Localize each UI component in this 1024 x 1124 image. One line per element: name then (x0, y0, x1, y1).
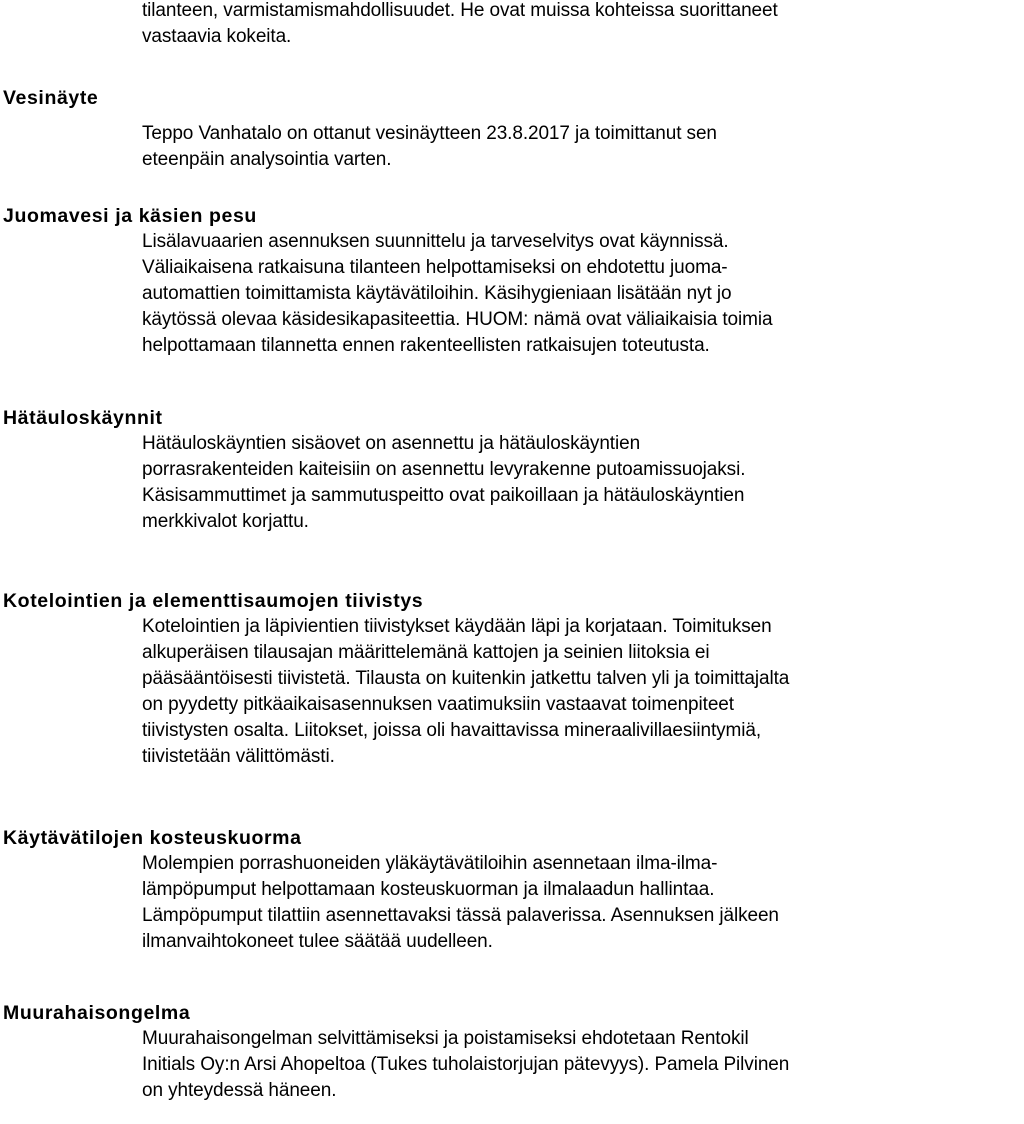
section-hataulos (3, 405, 1024, 535)
section-heading: Hätäuloskäynnit (3, 407, 163, 429)
text-line: pääsääntöisesti tiivistetä. Tilausta on kuitenkin jatkettu talven yli ja toimittajalta (142, 668, 790, 689)
section-juomavesi (3, 203, 1024, 359)
text-line: merkkivalot korjattu. (142, 511, 309, 532)
section-body (142, 1026, 1024, 1104)
section-body (142, 431, 1024, 535)
section-vesinayte (3, 85, 1024, 173)
section-kaytavatilojen (3, 825, 1024, 955)
intro-text (142, 0, 1022, 50)
section-heading: Muurahaisongelma (3, 1002, 191, 1024)
section-heading: Vesinäyte (3, 87, 99, 109)
text-line: Lämpöpumput tilattiin asennettavaksi tässä palaverissa. Asennuksen jälkeen (142, 905, 779, 926)
intro-paragraph (142, 0, 1022, 50)
text-line: Teppo Vanhatalo on ottanut vesinäytteen 23.8.2017 ja toimittanut sen (142, 123, 717, 144)
text-line: tiivistetään välittömästi. (142, 746, 335, 767)
text-line: Molempien porrashuoneiden yläkäytävätiloihin asennetaan ilma-ilma- (142, 853, 718, 874)
text-line: Hätäuloskäyntien sisäovet on asennettu ja hätäuloskäyntien (142, 433, 641, 454)
section-heading: Kotelointien ja elementtisaumojen tiivistys (3, 590, 424, 612)
section-body (142, 121, 1024, 173)
text-line: on yhteydessä häneen. (142, 1080, 337, 1101)
section-body (142, 229, 1024, 359)
section-heading: Käytävätilojen kosteuskuorma (3, 827, 302, 849)
section-muurahais (3, 1000, 1024, 1104)
text-line: helpottamaan tilannetta ennen rakenteellisten ratkaisujen toteutusta. (142, 335, 710, 356)
text-line: käytössä olevaa käsidesikapasiteettia. HUOM: nämä ovat väliaikaisia toimia (142, 309, 773, 330)
text-line: eteenpäin analysointia varten. (142, 149, 392, 170)
section-body (142, 614, 1024, 770)
text-line: Käsisammuttimet ja sammutuspeitto ovat paikoillaan ja hätäuloskäyntien (142, 485, 745, 506)
text-line: automattien toimittamista käytävätiloihin. Käsihygieniaan lisätään nyt jo (142, 283, 732, 304)
section-body (142, 851, 1024, 955)
text-line: on pyydetty pitkäaikaisasennuksen vaatimuksiin vastaavat toimenpiteet (142, 694, 734, 715)
text-line: tilanteen, varmistamismahdollisuudet. He ovat muissa kohteissa suorittaneet (142, 0, 778, 21)
section-kotelointien (3, 588, 1024, 770)
text-line: Väliaikaisena ratkaisuna tilanteen helpottamiseksi on ehdotettu juoma- (142, 257, 728, 278)
text-line: lämpöpumput helpottamaan kosteuskuorman ja ilmalaadun hallintaa. (142, 879, 715, 900)
text-line: Kotelointien ja läpivientien tiivistykset käydään läpi ja korjataan. Toimituksen (142, 616, 772, 637)
text-line: porrasrakenteiden kaiteisiin on asennettu levyrakenne putoamissuojaksi. (142, 459, 746, 480)
text-line: ilmanvaihtokoneet tulee säätää uudelleen. (142, 931, 493, 952)
text-line: Muurahaisongelman selvittämiseksi ja poistamiseksi ehdotetaan Rentokil (142, 1028, 749, 1049)
text-line: tiivistysten osalta. Liitokset, joissa oli havaittavissa mineraalivillaesiintymiä, (142, 720, 762, 741)
text-line: Initials Oy:n Arsi Ahopeltoa (Tukes tuholaistorjujan pätevyys). Pamela Pilvinen (142, 1054, 790, 1075)
text-line: alkuperäisen tilausajan määrittelemänä kattojen ja seinien liitoksia ei (142, 642, 710, 663)
text-line: vastaavia kokeita. (142, 26, 292, 47)
text-line: Lisälavuaarien asennuksen suunnittelu ja tarveselvitys ovat käynnissä. (142, 231, 729, 252)
section-heading: Juomavesi ja käsien pesu (3, 205, 257, 227)
